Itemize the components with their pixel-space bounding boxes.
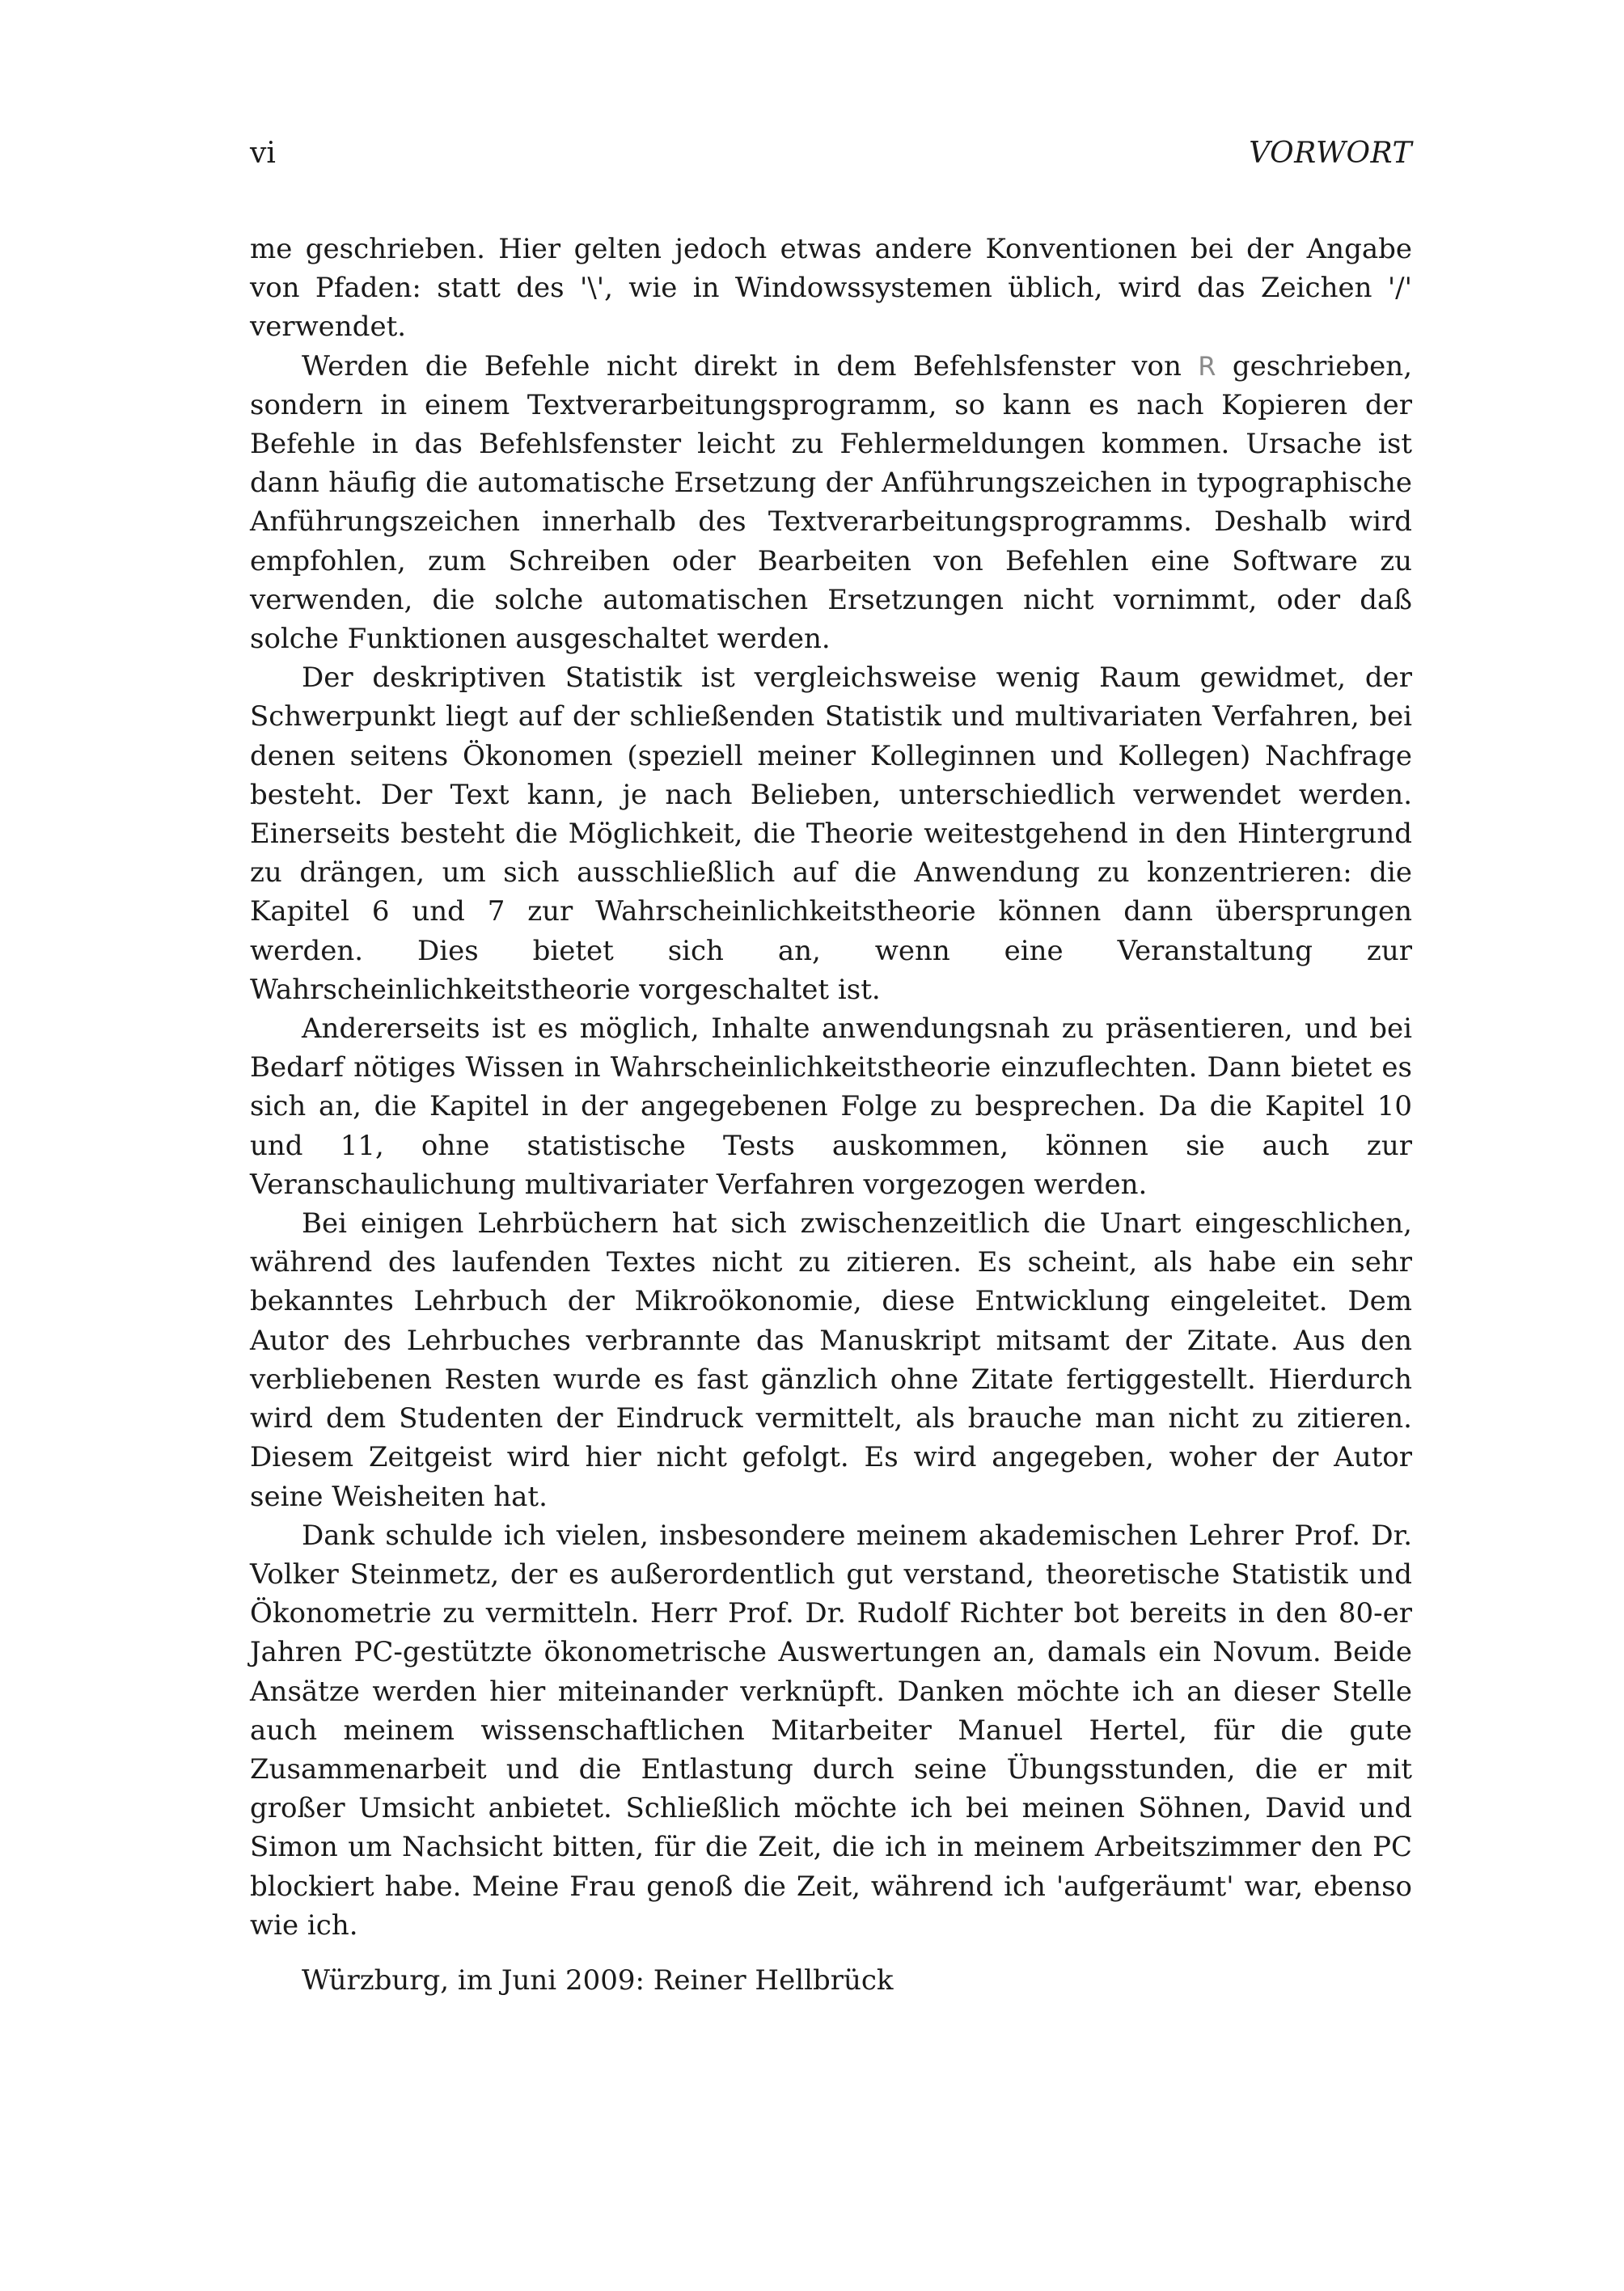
- paragraph-citations: Bei einigen Lehrbüchern hat sich zwischenzeitlich die Unart eingeschlichen, während des laufenden Textes nicht zu zitieren. Es scheint, als habe ein sehr bekanntes Lehrbuch der Mikroökonomie, diese Entwicklung eingeleitet. Dem Autor des Lehrbuches verbrannte das Manuskript mitsamt der Zitate. Aus den verbliebenen Resten wurde es fast gänzlich ohne Zitate fertiggestellt. Hierdurch wird dem Studenten der Eindruck vermittelt, als brauche man nicht zu zitieren. Diesem Zeitgeist wird hier nicht gefolgt. Es wird angegeben, woher der Autor seine Weisheiten hat.: [250, 1207, 1412, 1513]
- chapter-title: VORWORT: [1249, 137, 1412, 170]
- signature-line: Würzburg, im Juni 2009: Reiner Hellbrück: [302, 1963, 894, 1997]
- paragraph-descriptive-statistics: Der deskriptiven Statistik ist vergleichsweise wenig Raum gewidmet, der Schwerpunkt liegt auf der schließenden Statistik und multivariaten Verfahren, bei denen seitens Ökonomen (speziell meiner Kolleginnen und Kollegen) Nachfrage besteht. Der Text kann, je nach Belieben, unterschiedlich verwendet werden. Einerseits besteht die Möglichkeit, die Theorie weitestgehend in den Hintergrund zu drängen, um sich ausschließlich auf die Anwendung zu konzentrieren: die Kapitel 6 und 7 zur Wahrscheinlichkeitstheorie können dann übersprungen werden. Dies bietet sich an, wenn eine Veranstaltung zur Wahrscheinlichkeitstheorie vorgeschaltet ist.: [250, 662, 1412, 1006]
- paragraph-text: geschrieben, sondern in einem Textverarbeitungsprogramm, so kann es nach Kopieren der Befehle in das Befehlsfenster leicht zu Fehlermeldungen kommen. Ursache ist dann häufig die automatische Ersetzung der Anführungszeichen in typographische Anführungszeichen innerhalb des Textverarbeitungsprogramms. Deshalb wird empfohlen, zum Schreiben oder Bearbeiten von Befehlen eine Software zu verwenden, die solche automatischen Ersetzungen nicht vornimmt, oder daß solche Funktionen ausgeschaltet werden.: [250, 349, 1413, 656]
- page-number: vi: [250, 137, 276, 170]
- paragraph-continuation: me geschrieben. Hier gelten jedoch etwas andere Konventionen bei der Angabe von Pfaden: statt des '\', wie in Windowssystemen üblich, wird das Zeichen '/' verwendet.: [250, 233, 1412, 344]
- r-logo-glyph: R: [1198, 350, 1216, 382]
- paragraph-text: Werden die Befehle nicht direkt in dem Befehlsfenster von: [302, 349, 1199, 383]
- paragraph-application: Andererseits ist es möglich, Inhalte anwendungsnah zu präsentieren, und bei Bedarf nötiges Wissen in Wahrscheinlichkeitstheorie einzuflechten. Dann bietet es sich an, die Kapitel in der angegebenen Folge zu besprechen. Da die Kapitel 10 und 11, ohne statistische Tests auskommen, können sie auch zur Veranschaulichung multivariater Verfahren vorgezogen werden.: [250, 1012, 1412, 1201]
- running-head: [250, 136, 1412, 184]
- body-text: [250, 230, 1412, 2000]
- paragraph-acknowledgements: Dank schulde ich vielen, insbesondere meinem akademischen Lehrer Prof. Dr. Volker Steinmetz, der es außerordentlich gut verstand, theoretische Statistik und Ökonometrie zu vermitteln. Herr Prof. Dr. Rudolf Richter bot bereits in den 80-er Jahren PC-gestützte ökonometrische Auswertungen an, damals ein Novum. Beide Ansätze werden hier miteinander verknüpft. Danken möchte ich an dieser Stelle auch meinem wissenschaftlichen Mitarbeiter Manuel Hertel, für die gute Zusammenarbeit und die Entlastung durch seine Übungsstunden, die er mit großer Umsicht anbietet. Schließlich möchte ich bei meinen Söhnen, David und Simon um Nachsicht bitten, für die Zeit, die ich in meinem Arbeitszimmer den PC blockiert habe. Meine Frau genoß die Zeit, während ich 'aufgeräumt' war, ebenso wie ich.: [250, 1519, 1412, 1942]
- paragraph-r-commands: [250, 347, 1412, 659]
